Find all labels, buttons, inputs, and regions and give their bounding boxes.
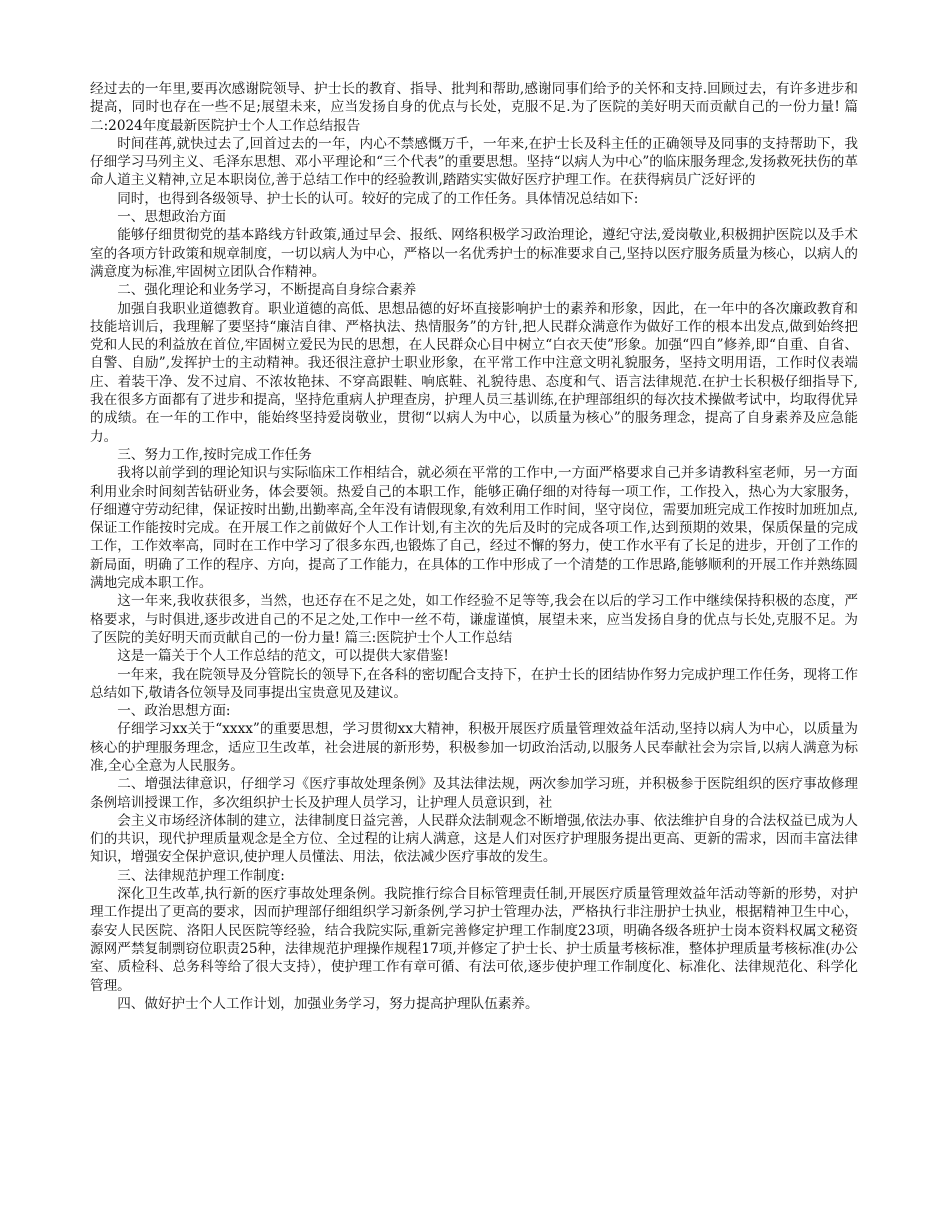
body-paragraph: 二、增强法律意识，仔细学习《医疗事故处理条例》及其法律法规，两次参加学习班，并积极参于医院组织的医疗事故修理条例培训授课工作，多次组织护士长及护理人员学习，让护理人员意识到，社 xyxy=(90,776,858,811)
body-paragraph: 一、思想政治方面 xyxy=(117,209,226,226)
body-paragraph: 加强自我职业道德教育。职业道德的高低、思想品德的好坏直接影响护士的素养和形象，因此，在一年中的各次廉政教育和技能培训后，我理解了要坚持“廉洁自律、严格执法、热情服务”的方针,把人民群众满意作为做好工作的根本出发点,做到始终把党和人民的利益放在首位,牢固树立爱民为民的思想，在人民群众心目中树立“白衣天使”形象。加强“四自”修养,即“自重、自省、自警、自励”,发挥护士的主动精神。我还很注意护士职业形象，在平常工作中注意文明礼貌服务，坚持文明用语，工作时仪表端庄、着装干净、发不过肩、不浓妆艳抹、不穿高跟鞋、响底鞋、礼貌待患、态度和气、语言法律规范.在护士长积极仔细指导下,我在很多方面都有了进步和提高，坚持危重病人护理查房，护理人员三基训练,在护理部组织的每次技术操做考试中，均取得优异的成绩。在一年的工作中，能始终坚持爱岗敬业，贯彻“以病人为中心，以质量为核心”的服务理念，提高了自身素养及应急能力。 xyxy=(90,300,858,445)
body-paragraph: 经过去的一年里,要再次感谢院领导、护士长的教育、指导、批判和帮助,感谢同事们给予的关怀和支持.回顾过去，有许多进步和提高，同时也存在一些不足;展望未来，应当发扬自身的优点与长处，克服不足.为了医院的美好明天而贡献自己的一份力量! 篇二:2024年度最新医院护士个人工作总结报告 xyxy=(90,81,858,134)
body-paragraph: 二、强化理论和业务学习，不断提高自身综合素养 xyxy=(117,282,417,299)
body-paragraph: 深化卫生改革,执行新的医疗事故处理条例。我院推行综合目标管理责任制,开展医疗质量管理效益年活动等新的形势，对护理工作提出了更高的要求，因而护理部仔细组织学习新条例,学习护士管理办法，严格执行非注册护士执业，根据精神卫生中心，泰安人民医院、洛阳人民医院等经验，结合我院实际,重新完善修定护理工作制度23项，明确各级各班护士岗本资料权属文秘资源网严禁复制剽窃位职责25种，法律规范护理操作规程17项,并修定了护士长、护士质量考核标准，整体护理质量考核标准(办公室、质检科、总务科等给了很大支持），使护理工作有章可循、有法可依,逐步使护理工作制度化、标准化、法律规范化、科学化管理。 xyxy=(90,886,858,994)
body-paragraph: 三、努力工作,按时完成工作任务 xyxy=(117,446,312,463)
body-paragraph: 这一年来,我收获很多，当然，也还存在不足之处，如工作经验不足等等,我会在以后的学习工作中继续保持积极的态度，严格要求，与时俱进,逐步改进自己的不足之处,工作中一丝不苟，谦虚谨慎，展望未来，应当发扬自身的优点与长处,克服不足。为了医院的美好明天而贡献自己的一份力量! 篇三:医院护士个人工作总结 xyxy=(90,593,858,646)
body-paragraph: 四、做好护士个人工作计划，加强业务学习，努力提高护理队伍素养。 xyxy=(117,995,539,1012)
document-body xyxy=(90,80,858,1013)
body-paragraph: 我将以前学到的理论知识与实际临床工作相结合，就必须在平常的工作中,一方面严格要求自己并多请教科室老师，另一方面利用业余时间刻苦钻研业务，体会要领。热爱自己的本职工作，能够正确仔细的对待每一项工作，工作投入，热心为大家服务，仔细遵守劳动纪律，保证按时出勤,出勤率高,全年没有请假现象,有效利用工作时间，坚守岗位，需要加班完成工作按时加班加点,保证工作能按时完成。在开展工作之前做好个人工作计划,有主次的先后及时的完成各项工作,达到预期的效果，保质保量的完成工作，工作效率高，同时在工作中学习了很多东西,也锻炼了自己，经过不懈的努力，使工作水平有了长足的进步，开创了工作的新局面，明确了工作的程序、方向，提高了工作能力，在具体的工作中形成了一个清楚的工作思路,能够顺利的开展工作并熟练圆满地完成本职工作。 xyxy=(90,465,858,592)
body-paragraph: 同时，也得到各级领导、护士长的认可。较好的完成了的工作任务。具体情况总结如下: xyxy=(117,190,639,207)
body-paragraph: 三、法律规范护理工作制度: xyxy=(117,867,285,884)
body-paragraph: 这是一篇关于个人工作总结的范文，可以提供大家借鉴! xyxy=(117,648,449,665)
body-paragraph: 一、政治思想方面: xyxy=(117,703,231,720)
body-paragraph: 能够仔细贯彻党的基本路线方针政策,通过早会、报纸、网络积极学习政治理论，遵纪守法,爱岗敬业,积极拥护医院以及手术室的各项方针政策和规章制度，一切以病人为中心，严格以一名优秀护士的标准要求自己,坚持以医疗服务质量为核心，以病人的满意度为标准,牢固树立团队合作精神。 xyxy=(90,227,858,280)
body-paragraph: 时间荏苒,就快过去了,回首过去的一年，内心不禁感慨万千，一年来,在护士长及科主任的正确领导及同事的支持帮助下，我仔细学习马列主义、毛泽东思想、邓小平理论和“三个代表”的重要思想。坚持“以病人为中心”的临床服务理念,发扬救死扶伤的革命人道主义精神,立足本职岗位,善于总结工作中的经验教训,踏踏实实做好医疗护理工作。在获得病员广泛好评的 xyxy=(90,135,858,189)
body-paragraph: 仔细学习xx关于“xxxx”的重要思想，学习贯彻xx大精神，积极开展医疗质量管理效益年活动,坚持以病人为中心，以质量为核心的护理服务理念，适应卫生改革，社会进展的新形势，积极参加一切政治活动,以服务人民奉献社会为宗旨,以病人满意为标准,全心全意为人民服务。 xyxy=(90,721,858,774)
body-paragraph: 一年来，我在院领导及分管院长的领导下,在各科的密切配合支持下，在护士长的团结协作努力完成护理工作任务，现将工作总结如下,敬请各位领导及同事提出宝贵意见及建议。 xyxy=(90,666,858,701)
body-paragraph: 会主义市场经济体制的建立，法律制度日益完善，人民群众法制观念不断增强,依法办事、依法维护自身的合法权益已成为人们的共识，现代护理质量观念是全方位、全过程的让病人满意，这是人们对医疗护理服务提出更高、更新的需求，因而丰富法律知识，增强安全保护意识,使护理人员懂法、用法，依法减少医疗事故的发生。 xyxy=(90,812,858,866)
